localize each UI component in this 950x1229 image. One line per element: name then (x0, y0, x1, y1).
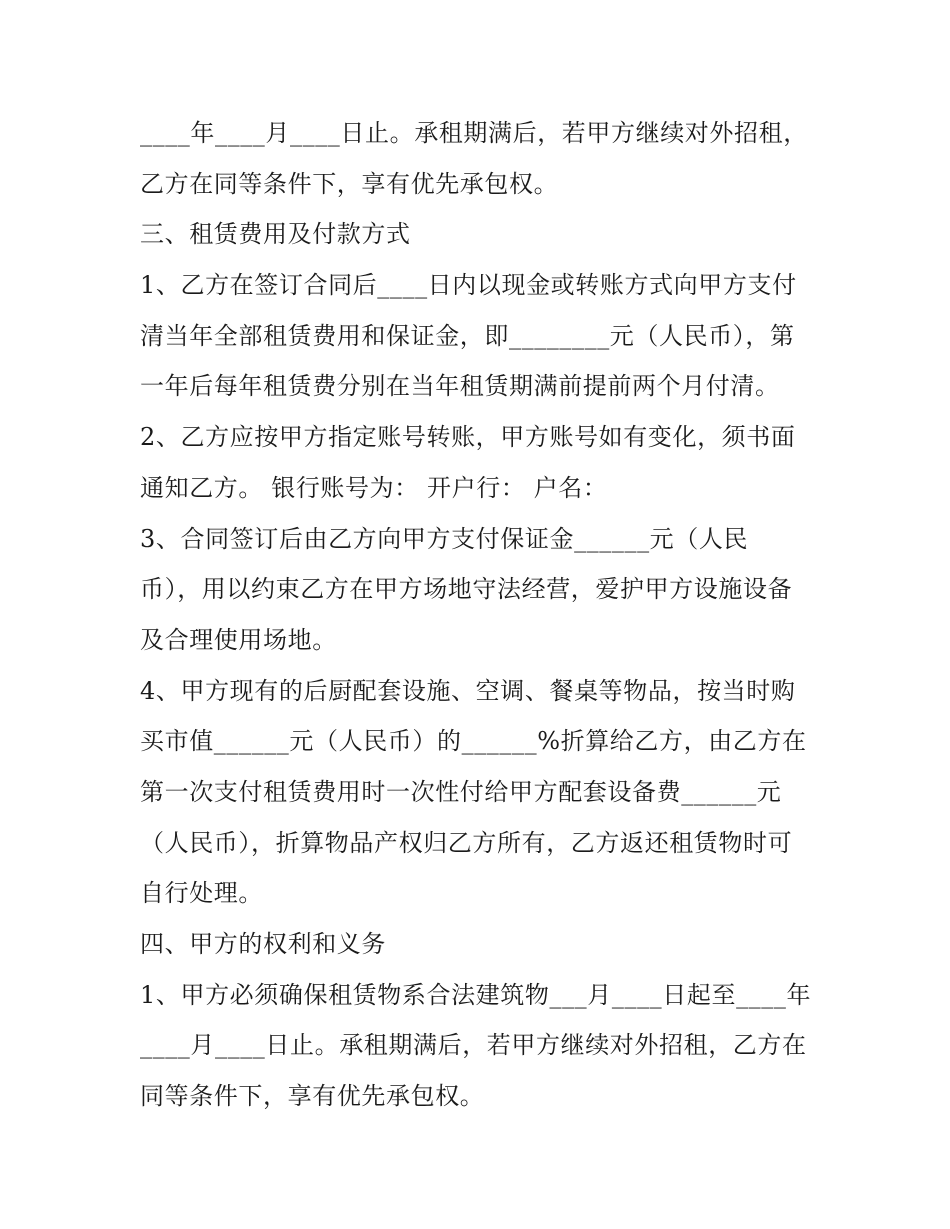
document-body (140, 108, 820, 1122)
text-line: 同等条件下，享有优先承包权。 (140, 1082, 485, 1111)
text-line: ____年____月____日止。承租期满后，若甲方继续对外招租， (140, 119, 808, 147)
text-line: 买市值______元（人民币）的______%折算给乙方，由乙方在 (140, 727, 807, 756)
text-line: 自行处理。 (140, 879, 263, 908)
text-line: 清当年全部租赁费用和保证金，即________元（人民币），第 (140, 321, 795, 350)
text-line: 2、乙方应按甲方指定账号转账，甲方账号如有变化，须书面 (140, 423, 796, 452)
text-line: 一年后每年租赁费分别在当年租赁期满前提前两个月付清。 (140, 372, 780, 401)
text-line: 3、合同签订后由乙方向甲方支付保证金______元（人民 (140, 524, 749, 553)
text-line: 通知乙方。 银行账号为： 开户行： 户名： (140, 473, 608, 502)
text-line: 及合理使用场地。 (140, 625, 337, 654)
text-line: ____月____日止。承租期满后，若甲方继续对外招租，乙方在 (140, 1031, 807, 1060)
text-line: （人民币），折算物品产权归乙方所有，乙方返还租赁物时可 (140, 828, 793, 857)
text-line: 第一次支付租赁费用时一次性付给甲方配套设备费______元 (140, 777, 782, 806)
text-line: 1、乙方在签订合同后____日内以现金或转账方式向甲方支付 (140, 271, 797, 300)
text-line: 币），用以约束乙方在甲方场地守法经营，爱护甲方设施设备 (140, 575, 793, 604)
text-line: 4、甲方现有的后厨配套设施、空调、餐桌等物品，按当时购 (140, 676, 796, 705)
section-heading: 三、租赁费用及付款方式 (140, 220, 411, 249)
text-line: 1、甲方必须确保租赁物系合法建筑物___月____日起至____年 (140, 980, 812, 1009)
text-line: 乙方在同等条件下，享有优先承包权。 (140, 169, 559, 198)
section-heading: 四、甲方的权利和义务 (140, 930, 386, 958)
